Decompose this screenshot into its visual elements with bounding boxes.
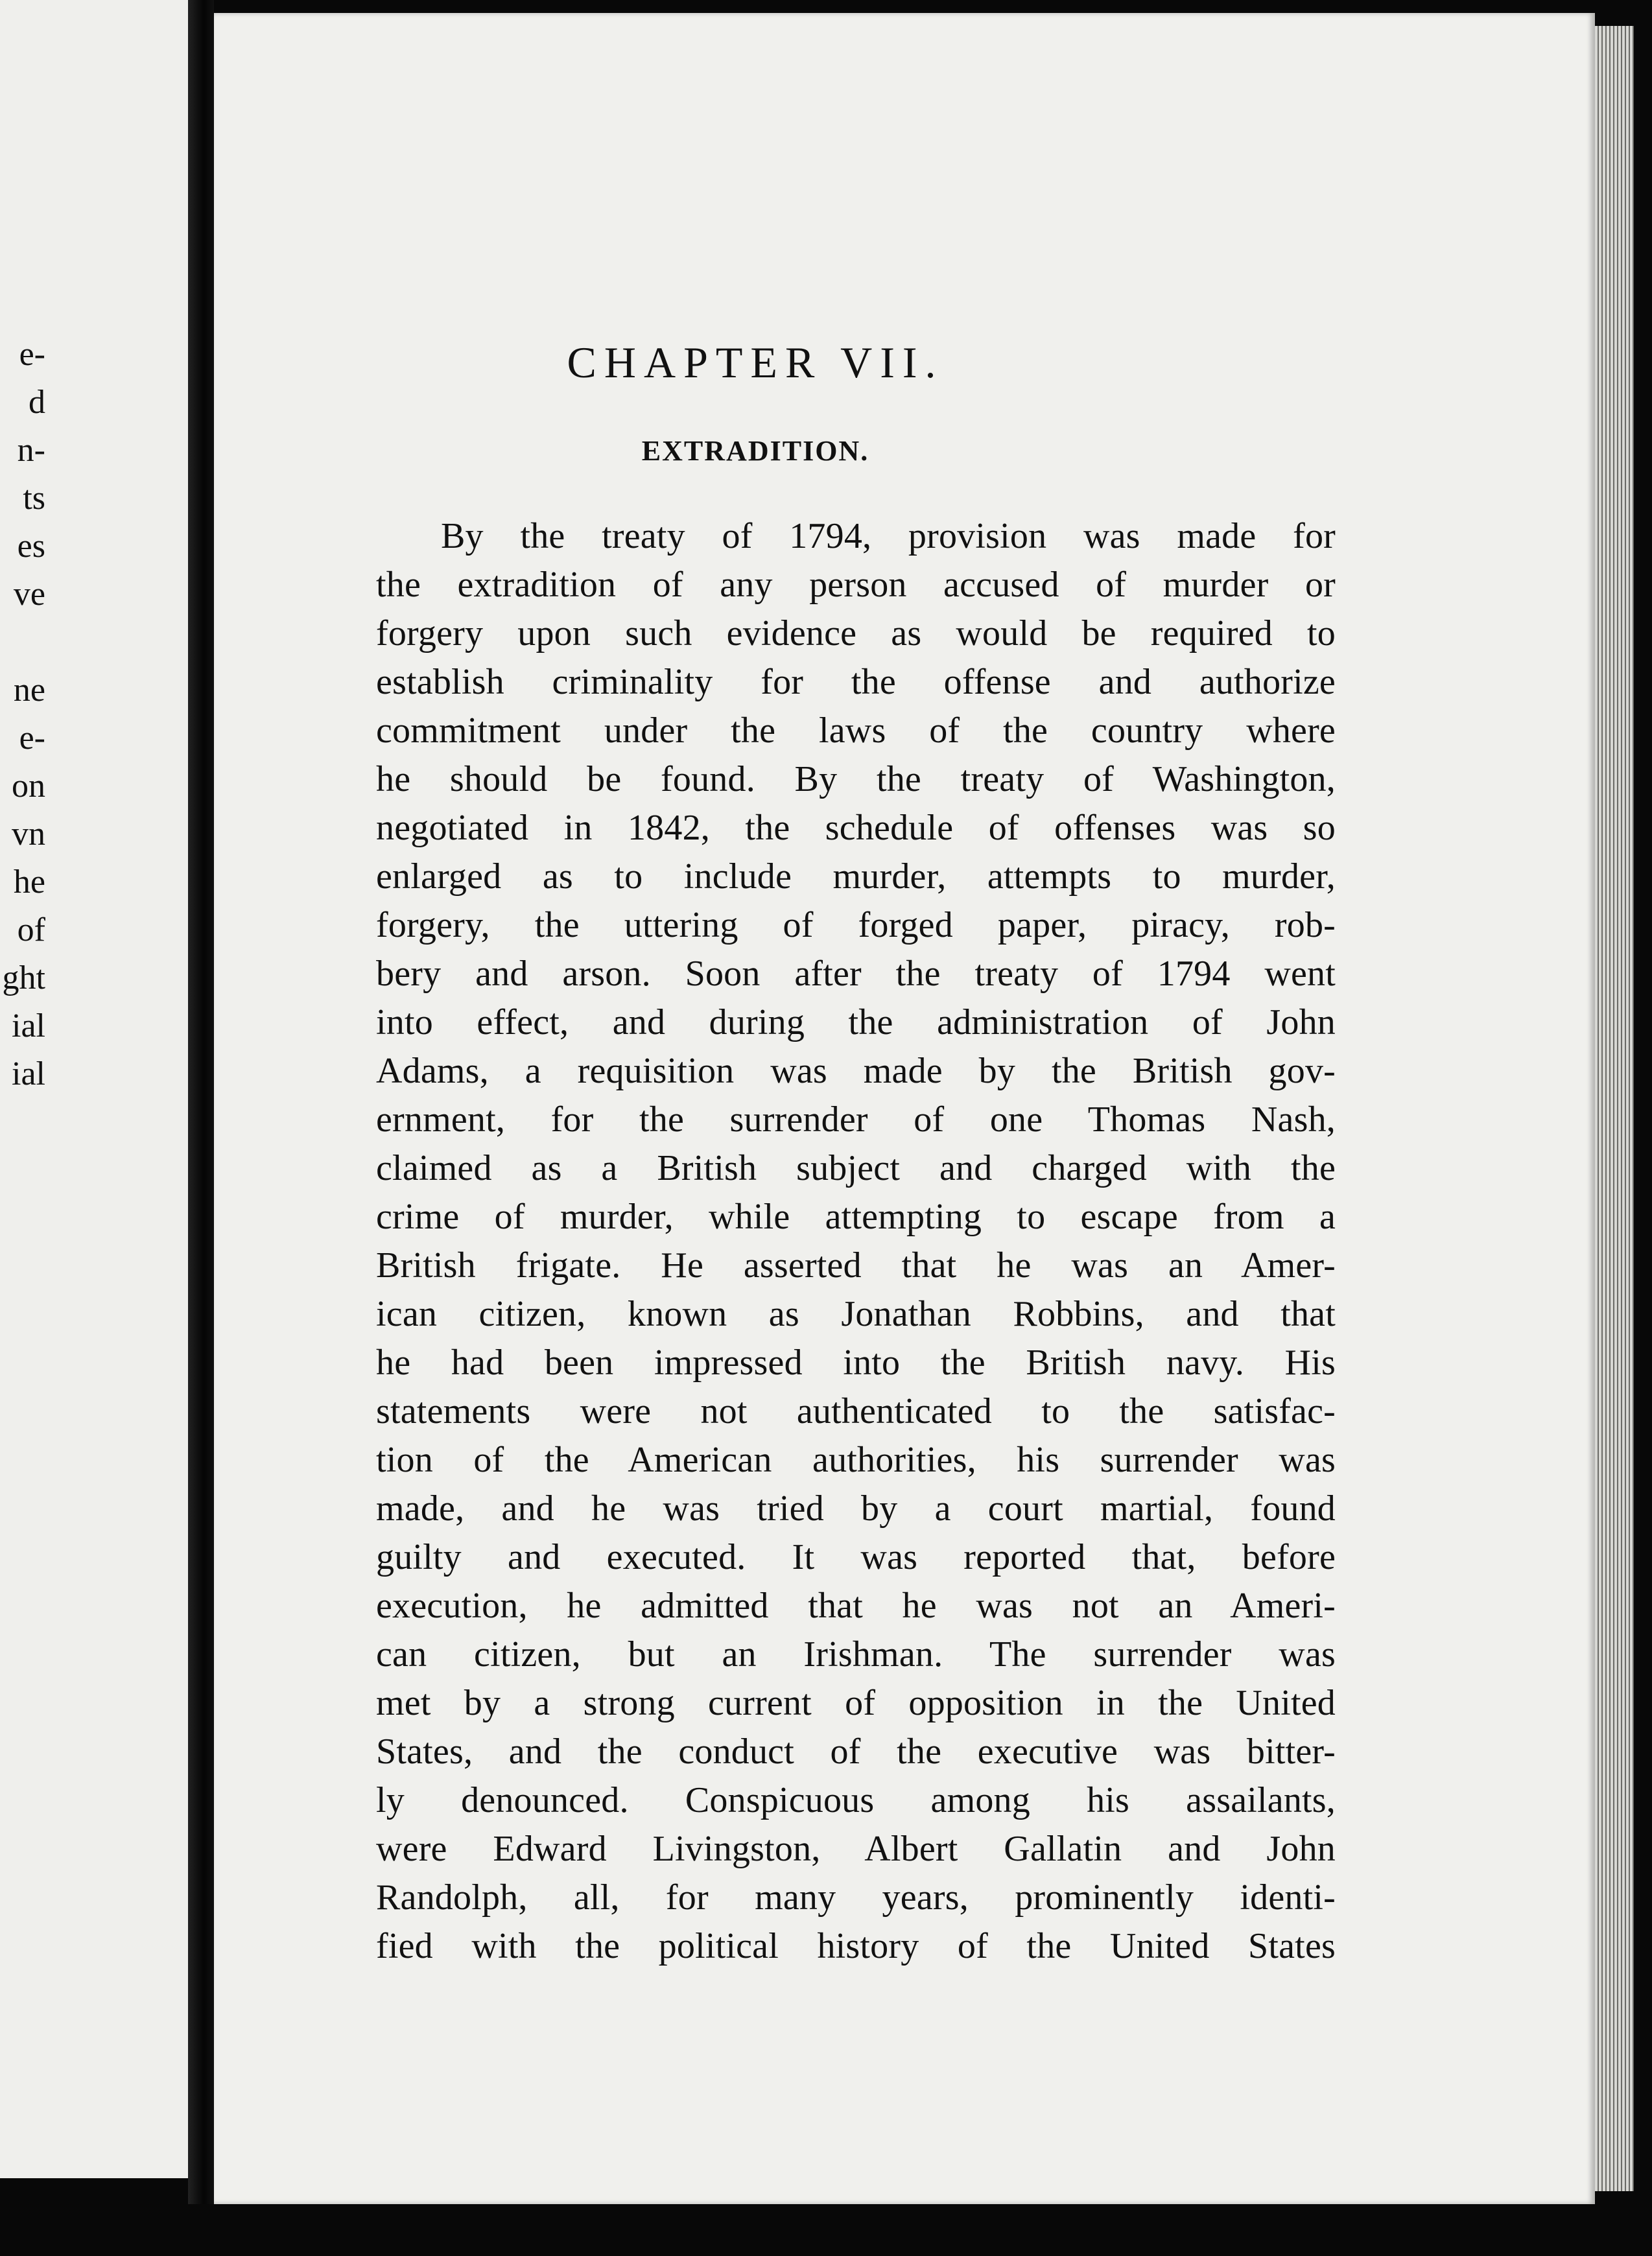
left-fragment: ne — [13, 672, 45, 709]
text-line: bery and arson. Soon after the treaty of 1794 went — [376, 954, 1336, 994]
left-fragment: he — [13, 864, 45, 900]
text-line: negotiated in 1842, the schedule of offenses was so — [376, 808, 1336, 848]
book-gutter — [188, 0, 214, 2204]
text-line: crime of murder, while attempting to escape from a — [376, 1197, 1336, 1237]
body-paragraph — [376, 512, 1336, 1971]
text-line: ernment, for the surrender of one Thomas Nash, — [376, 1099, 1336, 1140]
left-fragment: ght — [2, 959, 45, 996]
left-fragment: ial — [12, 1055, 45, 1092]
text-line: execution, he admitted that he was not an Ameri- — [376, 1586, 1336, 1626]
book-page — [214, 13, 1595, 2204]
text-line: ly denounced. Conspicuous among his assailants, — [376, 1780, 1336, 1820]
text-line: States, and the conduct of the executive was bitter- — [376, 1732, 1336, 1772]
text-line: the extradition of any person accused of murder or — [376, 565, 1336, 605]
text-line: British frigate. He asserted that he was an Amer- — [376, 1245, 1336, 1286]
text-line: met by a strong current of opposition in the United — [376, 1683, 1336, 1723]
text-line: ican citizen, known as Jonathan Robbins, and that — [376, 1294, 1336, 1334]
text-line: he had been impressed into the British navy. His — [376, 1343, 1336, 1383]
left-fragment: ve — [13, 576, 45, 613]
chapter-title: CHAPTER VII. — [567, 338, 944, 387]
text-line: into effect, and during the administration of John — [376, 1002, 1336, 1042]
text-line: commitment under the laws of the country where — [376, 711, 1336, 751]
left-fragment — [3, 618, 45, 666]
text-line: Randolph, all, for many years, prominently identi- — [376, 1877, 1336, 1918]
text-line: statements were not authenticated to the satisfac- — [376, 1391, 1336, 1431]
section-title: EXTRADITION. — [641, 435, 869, 467]
left-page-line-fragments — [3, 331, 45, 1098]
left-facing-page — [0, 0, 188, 2178]
text-line: forgery upon such evidence as would be required to — [376, 613, 1336, 653]
text-line: enlarged as to include murder, attempts to murder, — [376, 856, 1336, 897]
page-edge-stack — [1595, 26, 1634, 2191]
left-fragment: ts — [23, 480, 45, 517]
text-line: By the treaty of 1794, provision was made for — [441, 516, 1336, 556]
text-line: fied with the political history of the United States — [376, 1926, 1336, 1966]
left-fragment: vn — [12, 816, 45, 852]
text-line: forgery, the uttering of forged paper, piracy, rob- — [376, 905, 1336, 945]
left-fragment: n- — [17, 432, 45, 469]
text-line: claimed as a British subject and charged with the — [376, 1148, 1336, 1188]
text-line: establish criminality for the offense and authorize — [376, 662, 1336, 702]
left-fragment: e- — [19, 720, 45, 757]
text-line: were Edward Livingston, Albert Gallatin and John — [376, 1829, 1336, 1869]
text-line: he should be found. By the treaty of Washington, — [376, 759, 1336, 799]
text-line: Adams, a requisition was made by the British gov- — [376, 1051, 1336, 1091]
text-line: can citizen, but an Irishman. The surrender was — [376, 1634, 1336, 1674]
left-fragment: es — [17, 528, 45, 565]
left-fragment: d — [29, 384, 45, 421]
left-fragment: on — [12, 768, 45, 805]
left-fragment: e- — [19, 336, 45, 373]
text-line: made, and he was tried by a court martial, found — [376, 1488, 1336, 1529]
left-fragment: of — [17, 911, 45, 948]
text-line: tion of the American authorities, his surrender was — [376, 1440, 1336, 1480]
left-fragment: ial — [12, 1007, 45, 1044]
text-line: guilty and executed. It was reported that, before — [376, 1537, 1336, 1577]
